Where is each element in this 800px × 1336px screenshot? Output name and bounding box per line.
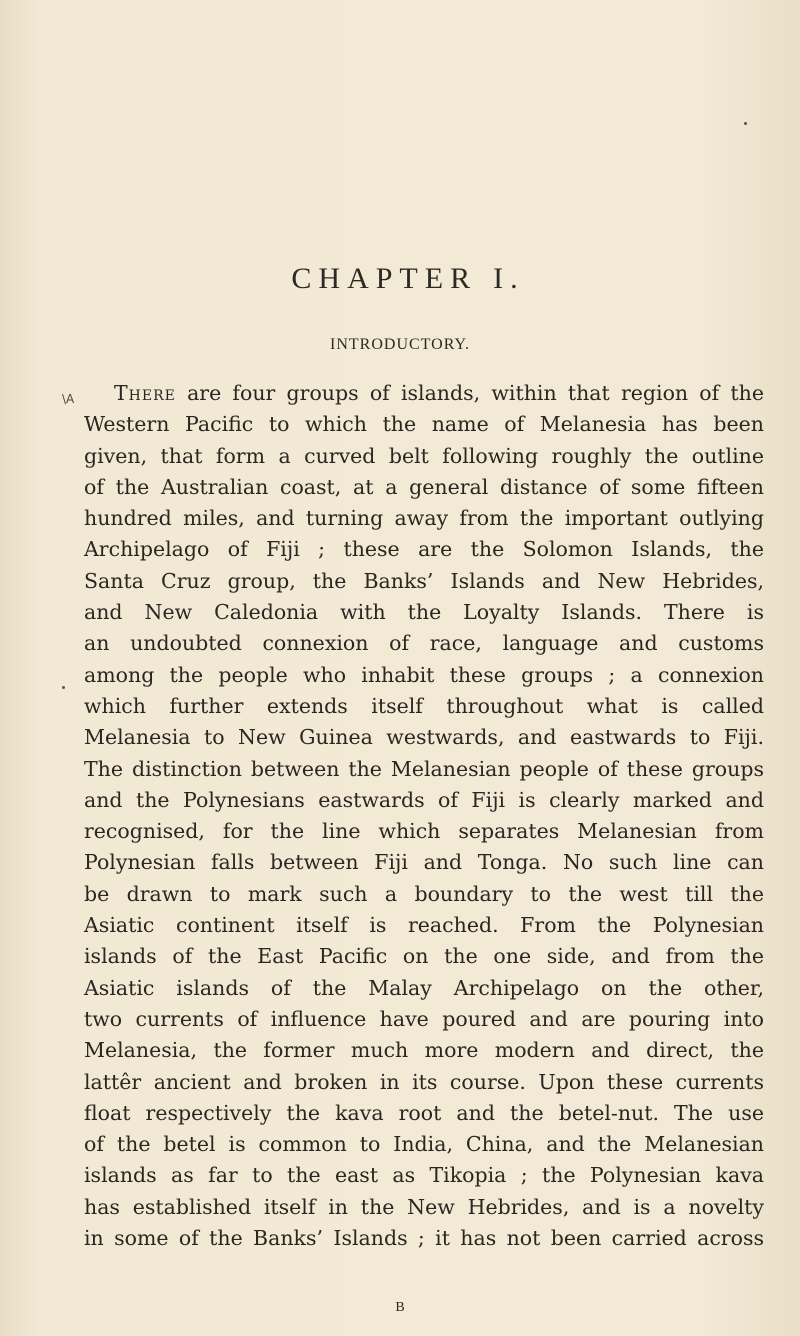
text-line: Melanesia to New Guinea westwards, and eastwards to Fiji. — [84, 725, 764, 750]
signature-mark: B — [395, 1300, 405, 1315]
text-line: two currents of influence have poured and are pouring into — [84, 1006, 764, 1031]
text-line: islands as far to the east as Tikopia ; the Polynesian kava — [84, 1163, 764, 1188]
text-line: of the Australian coast, at a general distance of some fifteen — [84, 474, 764, 499]
text-line: of the betel is common to India, China, and the Melanesian — [84, 1132, 764, 1157]
text-line: has established itself in the New Hebrides, and is a novelty — [84, 1194, 764, 1219]
text-line: lattêr ancient and broken in its course. Upon these currents — [84, 1069, 764, 1094]
text-line: float respectively the kava root and the betel-nut. The use — [84, 1100, 764, 1125]
text-line: be drawn to mark such a boundary to the west till the — [84, 881, 764, 906]
text-line: The distinction between the Melanesian people of these groups — [84, 756, 764, 781]
text-line: Western Pacific to which the name of Melanesia has been — [84, 412, 764, 437]
text-line: among the people who inhabit these groups ; a connexion — [84, 662, 764, 687]
text-line: Asiatic islands of the Malay Archipelago on the other, — [84, 975, 764, 1000]
page-speck — [744, 122, 747, 125]
page-speck — [62, 686, 65, 689]
body-paragraph — [84, 378, 764, 1254]
text-line: Asiatic continent itself is reached. From the Polynesian — [84, 913, 764, 938]
chapter-numeral: I. — [493, 262, 525, 295]
section-title: INTRODUCTORY. — [330, 336, 470, 353]
text-line: in some of the Banks’ Islands ; it has not been carried across — [84, 1226, 764, 1251]
text-line: There are four groups of islands, within that region of the — [114, 381, 764, 405]
text-line: hundred miles, and turning away from the important outlying — [84, 506, 764, 531]
text-line: islands of the East Pacific on the one side, and from the — [84, 944, 764, 969]
opening-word: There — [114, 381, 176, 405]
text-line: Polynesian falls between Fiji and Tonga. No such line can — [84, 850, 764, 875]
text-line: and the Polynesians eastwards of Fiji is clearly marked and — [84, 787, 764, 812]
text-line: given, that form a curved belt following roughly the outline — [84, 443, 764, 468]
chapter-label: CHAPTER — [291, 262, 478, 295]
margin-annotation: \A — [62, 392, 75, 406]
text-line: Santa Cruz group, the Banks’ Islands and New Hebrides, — [84, 568, 764, 593]
text-line: and New Caledonia with the Loyalty Islands. There is — [84, 600, 764, 625]
text-line: Melanesia, the former much more modern and direct, the — [84, 1038, 764, 1063]
text-line: Archipelago of Fiji ; these are the Solomon Islands, the — [84, 537, 764, 562]
text-line: an undoubted connexion of race, language and customs — [84, 631, 764, 656]
text-line: which further extends itself throughout what is called — [84, 693, 764, 718]
text-line: recognised, for the line which separates Melanesian from — [84, 819, 764, 844]
chapter-heading — [0, 262, 800, 296]
